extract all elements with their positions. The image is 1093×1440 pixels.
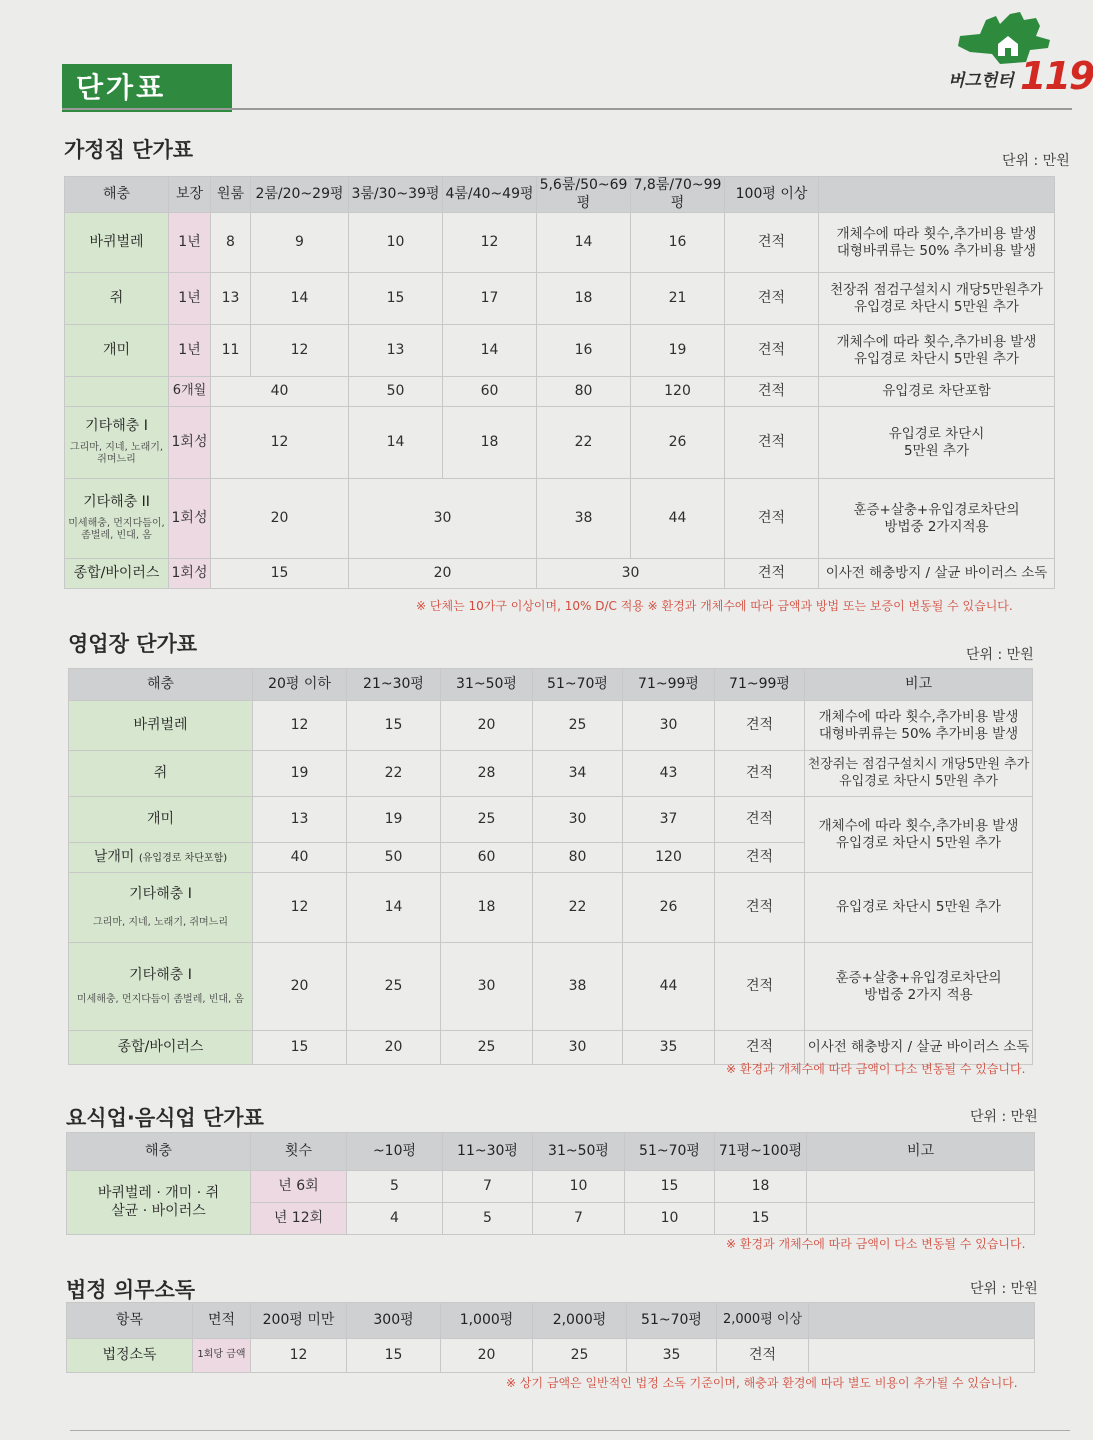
price-cell: 20 [441,701,533,751]
col-header: 횟수 [251,1133,347,1171]
pest-subtitle: 그리마, 지네, 노래기, 쥐며느리 [69,441,164,466]
price-cell: 20 [347,1031,441,1065]
col-header: 2,000평 이상 [717,1303,809,1339]
col-header: 4룸/40~49평 [443,177,537,213]
price-cell: 16 [537,325,631,377]
note-line: 천장쥐 점검구설치시 개당5만원추가 [830,281,1043,298]
note-line: 개체수에 따라 횟수,추가비용 발생 [818,817,1019,834]
home-unit: 단위 : 만원 [1002,153,1070,169]
price-cell: 11 [211,325,251,377]
price-cell: 38 [533,943,623,1031]
note-line: 유입경로 차단시 5만원 추가 [854,350,1019,367]
table-row [69,701,1033,751]
pest-name: 바퀴벌레 · 개미 · 쥐 [97,1185,220,1201]
price-cell: 25 [347,943,441,1031]
price-cell: 견적 [715,843,805,873]
price-cell: 7 [443,1171,533,1203]
price-cell: 15 [715,1203,807,1235]
price-cell: 견적 [715,751,805,797]
col-header: 20평 이하 [253,669,347,701]
price-cell: 15 [349,273,443,325]
price-cell: 견적 [715,873,805,943]
price-cell: 14 [349,407,443,479]
price-cell: 18 [441,873,533,943]
pest-suffix: (유입경로 차단포함) [138,852,228,864]
pest-name: 종합/바이러스 [65,559,169,589]
price-cell: 12 [253,873,347,943]
price-cell: 30 [441,943,533,1031]
price-cell: 30 [533,797,623,843]
price-cell: 13 [253,797,347,843]
pest-name: 쥐 [65,273,169,325]
note-line: 유입경로 차단시 5만원 추가 [836,834,1001,851]
col-header: 2룸/20~29평 [251,177,349,213]
pest-name [65,377,169,407]
price-cell: 견적 [725,377,819,407]
pest-name: 기타해충 II [83,494,150,511]
price-cell: 43 [623,751,715,797]
pest-subtitle: 미세해충, 먼지다듬이 좀벌레, 빈대, 옴 [76,994,245,1005]
guarantee-cell: 1회성 [169,559,211,589]
note-cell: 이사전 해충방지 / 살균 바이러스 소독 [819,559,1055,589]
table-row [69,797,1033,843]
note-cell [819,213,1055,273]
col-header: 31~50평 [441,669,533,701]
pest-name-cell [69,843,253,873]
pest-name: 바퀴벌레 [65,213,169,273]
price-cell: 20 [253,943,347,1031]
table-header-row [65,177,1055,213]
area-cell: 1회당 금액 [193,1339,251,1373]
price-cell: 14 [347,873,441,943]
pest-name-cell [65,479,169,559]
price-cell: 120 [631,377,725,407]
home-price-table [64,176,1055,589]
col-header: 원룸 [211,177,251,213]
legal-price-table [66,1302,1035,1373]
col-header: 비고 [807,1133,1035,1171]
price-cell: 견적 [725,559,819,589]
price-cell: 28 [441,751,533,797]
price-cell: 50 [349,377,443,407]
price-cell: 37 [623,797,715,843]
guarantee-cell: 1년 [169,325,211,377]
price-cell: 22 [347,751,441,797]
price-cell: 9 [251,213,349,273]
note-line: 방법중 2가지적용 [884,518,989,535]
price-cell: 20 [211,479,349,559]
guarantee-cell: 6개월 [169,377,211,407]
price-cell: 18 [443,407,537,479]
price-cell: 12 [251,325,349,377]
price-cell: 25 [441,797,533,843]
pest-name: 기타해충 I [129,966,192,983]
restaurant-price-table [66,1132,1035,1235]
legal-section-title: 법정 의무소독 [66,1278,196,1302]
col-header [809,1303,1035,1339]
note-line: 대형바퀴류는 50% 추가비용 발생 [818,725,1019,742]
price-cell: 견적 [725,325,819,377]
brand-name: 버그헌터 [948,71,1014,91]
price-cell: 15 [211,559,349,589]
count-cell: 년 12회 [251,1203,347,1235]
price-cell: 견적 [725,407,819,479]
price-cell: 20 [349,559,537,589]
item-name: 법정소독 [67,1339,193,1373]
pest-name: 기타해충 I [129,885,192,902]
price-cell: 18 [537,273,631,325]
table-header-row [67,1133,1035,1171]
price-cell: 19 [253,751,347,797]
note-cell: 유입경로 차단시 5만원 추가 [805,873,1033,943]
price-cell: 14 [537,213,631,273]
price-cell: 22 [537,407,631,479]
table-row [65,479,1055,559]
table-row [65,213,1055,273]
home-footnote: ※ 단체는 10가구 이상이며, 10% D/C 적용 ※ 환경과 개체수에 따라 금액과 방법 또는 보증이 변동될 수 있습니다. [416,599,1013,613]
note-line: 유입경로 차단시 [888,425,985,442]
price-cell: 견적 [717,1339,809,1373]
count-cell: 년 6회 [251,1171,347,1203]
col-header: 31~50평 [533,1133,625,1171]
price-cell: 20 [441,1339,533,1373]
price-cell: 44 [623,943,715,1031]
price-cell: 12 [253,701,347,751]
price-cell: 12 [443,213,537,273]
guarantee-cell: 1년 [169,213,211,273]
restaurant-unit: 단위 : 만원 [970,1109,1038,1125]
price-cell: 14 [251,273,349,325]
price-cell: 30 [623,701,715,751]
price-cell: 18 [715,1171,807,1203]
price-cell: 17 [443,273,537,325]
note-line: 유입경로 차단시 5만원 추가 [854,298,1019,315]
price-cell: 26 [623,873,715,943]
bottom-divider [70,1430,1070,1431]
price-cell: 15 [625,1171,715,1203]
business-footnote: ※ 환경과 개체수에 따라 금액이 다소 변동될 수 있습니다. [726,1062,1026,1076]
pest-subtitle: 미세해충, 먼지다듬이, 좀벌레, 빈대, 옴 [68,517,165,542]
price-cell: 견적 [715,1031,805,1065]
table-row [65,377,1055,407]
price-cell: 80 [537,377,631,407]
col-header: 11~30평 [443,1133,533,1171]
note-cell: 유입경로 차단포함 [819,377,1055,407]
table-row [69,943,1033,1031]
restaurant-footnote: ※ 환경과 개체수에 따라 금액이 다소 변동될 수 있습니다. [726,1237,1026,1251]
price-cell: 60 [443,377,537,407]
price-cell: 38 [537,479,631,559]
price-cell: 7 [533,1203,625,1235]
price-cell: 40 [253,843,347,873]
price-cell: 25 [441,1031,533,1065]
price-cell: 19 [631,325,725,377]
col-header: 1,000평 [441,1303,533,1339]
col-header: 해충 [65,177,169,213]
business-section-title: 영업장 단가표 [68,632,198,656]
table-row [65,325,1055,377]
col-header: 300평 [347,1303,441,1339]
note-cell [807,1203,1035,1235]
price-cell: 8 [211,213,251,273]
price-cell: 35 [627,1339,717,1373]
col-header [819,177,1055,213]
home-section-title: 가정집 단가표 [64,138,194,162]
price-cell: 22 [533,873,623,943]
guarantee-cell: 1회성 [169,407,211,479]
price-cell: 25 [533,1339,627,1373]
col-header: 3룸/30~39평 [349,177,443,213]
note-cell [809,1339,1035,1373]
pest-name: 쥐 [69,751,253,797]
col-header: 71~99평 [623,669,715,701]
table-row [65,273,1055,325]
table-row [69,873,1033,943]
col-header: 비고 [805,669,1033,701]
page-title: 단가표 [62,64,232,112]
legal-unit: 단위 : 만원 [970,1281,1038,1297]
price-cell: 60 [441,843,533,873]
note-cell [805,797,1033,873]
note-line: 방법중 2가지 적용 [864,986,973,1003]
col-header: 71평~100평 [715,1133,807,1171]
pest-name-cell [67,1171,251,1235]
pest-name: 바퀴벌레 [69,701,253,751]
business-price-table [68,668,1033,1065]
pest-name: 살균 · 바이러스 [111,1202,206,1219]
guarantee-cell: 1년 [169,273,211,325]
col-header: 7,8룸/70~99평 [631,177,725,213]
price-cell: 12 [211,407,349,479]
price-cell: 10 [349,213,443,273]
note-cell [819,407,1055,479]
price-cell: 30 [537,559,725,589]
pest-name-cell [69,943,253,1031]
col-header: 항목 [67,1303,193,1339]
pest-name: 종합/바이러스 [69,1031,253,1065]
note-line: 훈증+살충+유입경로차단의 [835,969,1002,986]
price-cell: 견적 [725,479,819,559]
price-cell: 30 [533,1031,623,1065]
price-cell: 10 [625,1203,715,1235]
price-cell: 12 [251,1339,347,1373]
price-cell: 15 [253,1031,347,1065]
note-line: 천장쥐는 점검구설치시 개당5만원 추가 [807,757,1030,773]
brand-number: 119 [1020,54,1093,98]
price-cell: 15 [347,701,441,751]
price-cell: 4 [347,1203,443,1235]
price-cell: 14 [443,325,537,377]
price-cell: 13 [349,325,443,377]
price-cell: 5 [443,1203,533,1235]
price-cell: 견적 [715,943,805,1031]
price-cell: 16 [631,213,725,273]
note-cell [819,325,1055,377]
price-cell: 44 [631,479,725,559]
note-cell [819,273,1055,325]
col-header: 100평 이상 [725,177,819,213]
table-row [67,1339,1035,1373]
col-header: 5,6룸/50~69평 [537,177,631,213]
col-header: 51~70평 [533,669,623,701]
price-cell: 21 [631,273,725,325]
price-cell: 15 [347,1339,441,1373]
pest-name-cell [69,873,253,943]
table-row [67,1171,1035,1203]
legal-footnote: ※ 상기 금액은 일반적인 법정 소독 기준이며, 해충과 환경에 따라 별도 비용이 추가될 수 있습니다. [506,1376,1018,1390]
col-header: 200평 미만 [251,1303,347,1339]
price-cell: 견적 [725,213,819,273]
note-cell [805,943,1033,1031]
col-header: 해충 [67,1133,251,1171]
col-header: 51~70평 [625,1133,715,1171]
col-header: 51~70평 [627,1303,717,1339]
col-header: ~10평 [347,1133,443,1171]
note-line: 개체수에 따라 횟수,추가비용 발생 [818,708,1019,725]
price-cell: 30 [349,479,537,559]
note-line: 5만원 추가 [903,442,970,459]
price-cell: 13 [211,273,251,325]
price-cell: 견적 [715,701,805,751]
table-row [65,559,1055,589]
col-header: 해충 [69,669,253,701]
pest-name: 기타해충 I [85,418,148,435]
note-cell [805,701,1033,751]
table-header-row [69,669,1033,701]
price-cell: 10 [533,1171,625,1203]
price-cell: 50 [347,843,441,873]
pest-name: 개미 [69,797,253,843]
note-cell: 이사전 해충방지 / 살균 바이러스 소독 [805,1031,1033,1065]
price-cell: 34 [533,751,623,797]
price-cell: 80 [533,843,623,873]
col-header: 71~99평 [715,669,805,701]
pest-name: 개미 [65,325,169,377]
note-cell [807,1171,1035,1203]
table-row [65,407,1055,479]
note-cell [819,479,1055,559]
col-header: 2,000평 [533,1303,627,1339]
col-header: 보장 [169,177,211,213]
price-cell: 120 [623,843,715,873]
price-cell: 40 [211,377,349,407]
pest-subtitle: 그리마, 지네, 노래기, 쥐며느리 [93,917,228,928]
price-cell: 5 [347,1171,443,1203]
note-line: 유입경로 차단시 5만원 추가 [839,773,998,789]
table-header-row [67,1303,1035,1339]
price-cell: 견적 [725,273,819,325]
table-row [69,751,1033,797]
pest-name: 날개미 [93,848,135,865]
pest-name-cell [65,407,169,479]
note-line: 개체수에 따라 횟수,추가비용 발생 [836,333,1037,350]
note-cell [805,751,1033,797]
price-cell: 25 [533,701,623,751]
col-header: 면적 [193,1303,251,1339]
restaurant-section-title: 요식업·음식업 단가표 [66,1106,264,1130]
business-unit: 단위 : 만원 [966,647,1034,663]
guarantee-cell: 1회성 [169,479,211,559]
note-line: 대형바퀴류는 50% 추가비용 발생 [836,242,1037,259]
header-divider [62,108,1072,110]
col-header: 21~30평 [347,669,441,701]
note-line: 개체수에 따라 횟수,추가비용 발생 [836,225,1037,242]
price-cell: 35 [623,1031,715,1065]
price-cell: 26 [631,407,725,479]
note-line: 훈증+살충+유입경로차단의 [853,501,1020,518]
price-cell: 견적 [715,797,805,843]
price-cell: 19 [347,797,441,843]
